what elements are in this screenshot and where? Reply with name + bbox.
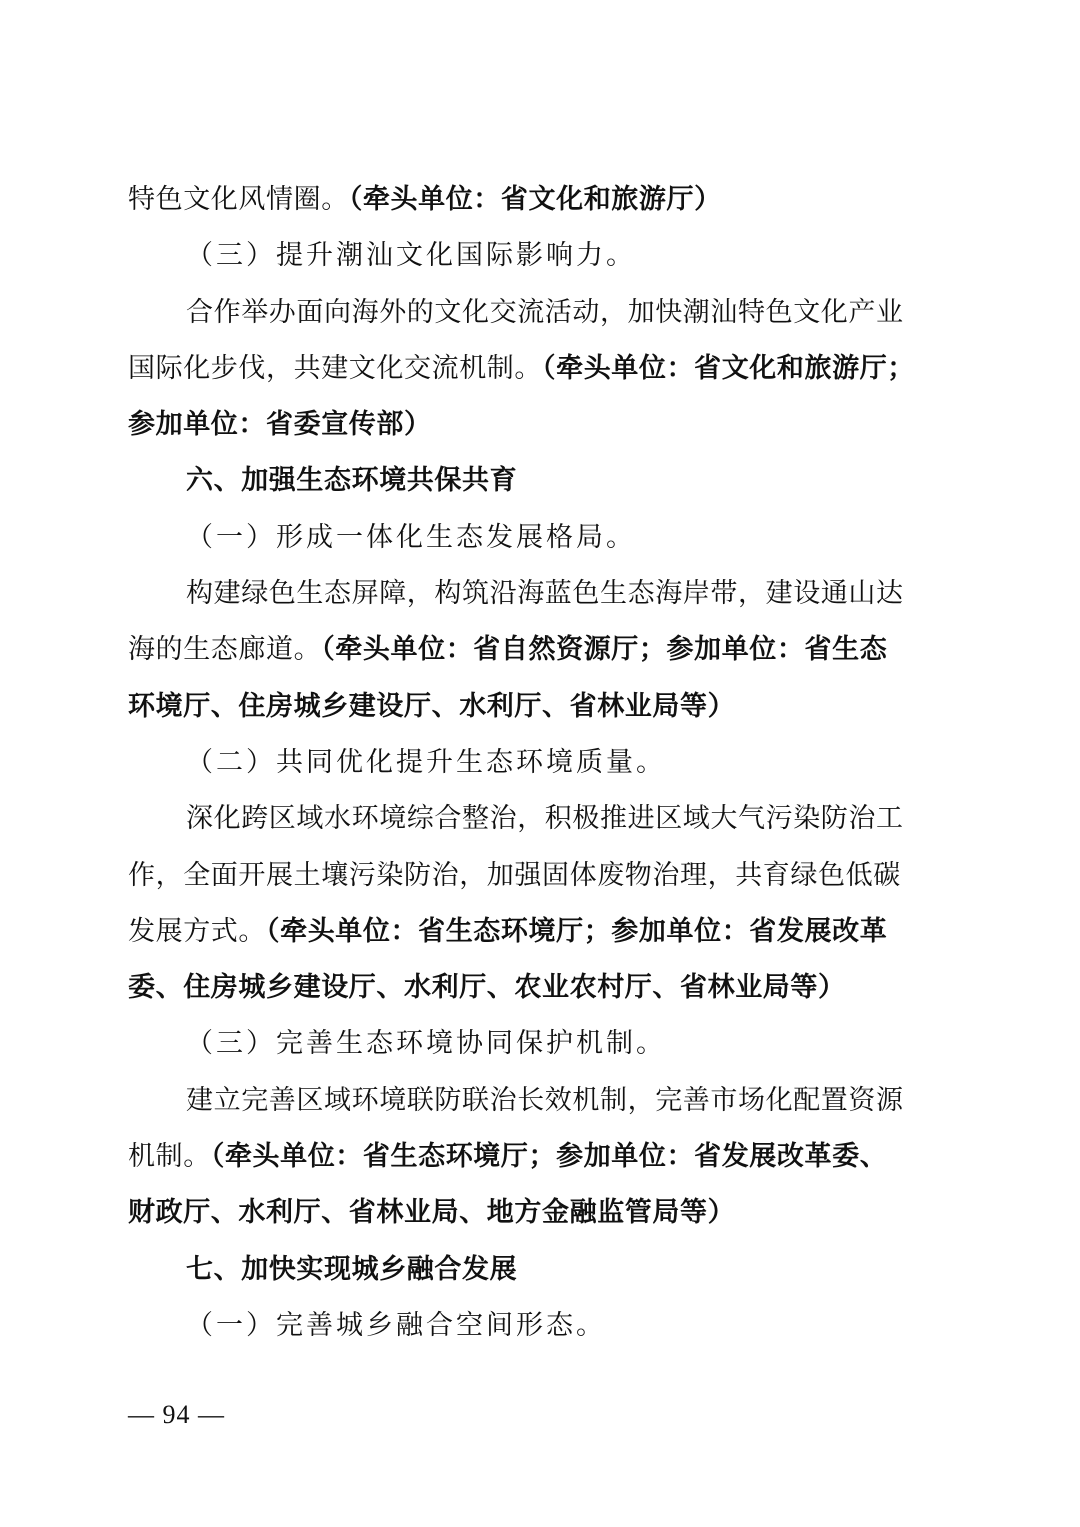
section-heading-text: 七、加快实现城乡融合发展: [186, 1253, 518, 1285]
body-text: 发展方式。: [128, 915, 266, 947]
text-line: [128, 679, 950, 735]
text-line: [128, 960, 950, 1016]
body-text: 机制。: [128, 1141, 211, 1173]
text-line: [128, 341, 950, 397]
responsible-unit-note: 委、住房城乡建设厅、水利厅、农业农村厅、省林业局等）: [128, 972, 846, 1004]
text-line: [128, 848, 950, 904]
text-line: [128, 1129, 950, 1185]
text-line: [128, 566, 950, 622]
body-text: 深化跨区域水环境综合整治，积极推进区域大气污染防治工: [186, 803, 904, 835]
text-line: [128, 791, 950, 847]
page-number: — 94 —: [128, 1400, 225, 1429]
responsible-unit-note: （牵头单位：省文化和旅游厅；: [542, 352, 915, 384]
section-heading: [128, 453, 950, 509]
text-line: [128, 285, 950, 341]
responsible-unit-note: （牵头单位：省自然资源厅；参加单位：省生态: [321, 634, 888, 666]
section-heading: [128, 1242, 950, 1298]
body-text: 建立完善区域环境联防联治长效机制，完善市场化配置资源: [186, 1084, 904, 1116]
subsection-heading-text: （一）形成一体化生态发展格局。: [186, 521, 636, 553]
subsection-heading: [128, 510, 950, 566]
subsection-heading: [128, 735, 950, 791]
body-text: 作，全面开展土壤污染防治，加强固体废物治理，共育绿色低碳: [128, 859, 901, 891]
subsection-heading-text: （二）共同优化提升生态环境质量。: [186, 746, 666, 778]
text-line: [128, 397, 950, 453]
responsible-unit-note: （牵头单位：省生态环境厅；参加单位：省发展改革委、: [210, 1141, 888, 1173]
subsection-heading: [128, 228, 950, 284]
body-text: 合作举办面向海外的文化交流活动，加快潮汕特色文化产业: [186, 296, 904, 328]
section-heading-text: 六、加强生态环境共保共育: [186, 465, 518, 497]
subsection-heading-text: （一）完善城乡融合空间形态。: [186, 1309, 606, 1341]
subsection-heading-text: （三）完善生态环境协同保护机制。: [186, 1028, 666, 1060]
responsible-unit-note: 环境厅、住房城乡建设厅、水利厅、省林业局等）: [128, 690, 736, 722]
text-line: [128, 1185, 950, 1241]
text-line: [128, 172, 950, 228]
subsection-heading: [128, 1298, 950, 1354]
body-text: 特色文化风情圈。: [128, 184, 349, 215]
body-text: 国际化步伐，共建文化交流机制。: [128, 352, 542, 384]
text-line: [128, 622, 950, 678]
subsection-heading: [128, 1016, 950, 1072]
document-body: [128, 172, 950, 1354]
responsible-unit-note: 财政厅、水利厅、省林业局、地方金融监管局等）: [128, 1197, 736, 1229]
responsible-unit-note: 参加单位：省委宣传部）: [128, 409, 432, 441]
body-text: 构建绿色生态屏障，构筑沿海蓝色生态海岸带，建设通山达: [186, 578, 904, 610]
body-text: 海的生态廊道。: [128, 634, 322, 666]
text-line: [128, 1073, 950, 1129]
responsible-unit-note: （牵头单位：省文化和旅游厅）: [348, 184, 722, 215]
text-line: [128, 904, 950, 960]
responsible-unit-note: （牵头单位：省生态环境厅；参加单位：省发展改革: [266, 915, 888, 947]
subsection-heading-text: （三）提升潮汕文化国际影响力。: [186, 240, 636, 272]
